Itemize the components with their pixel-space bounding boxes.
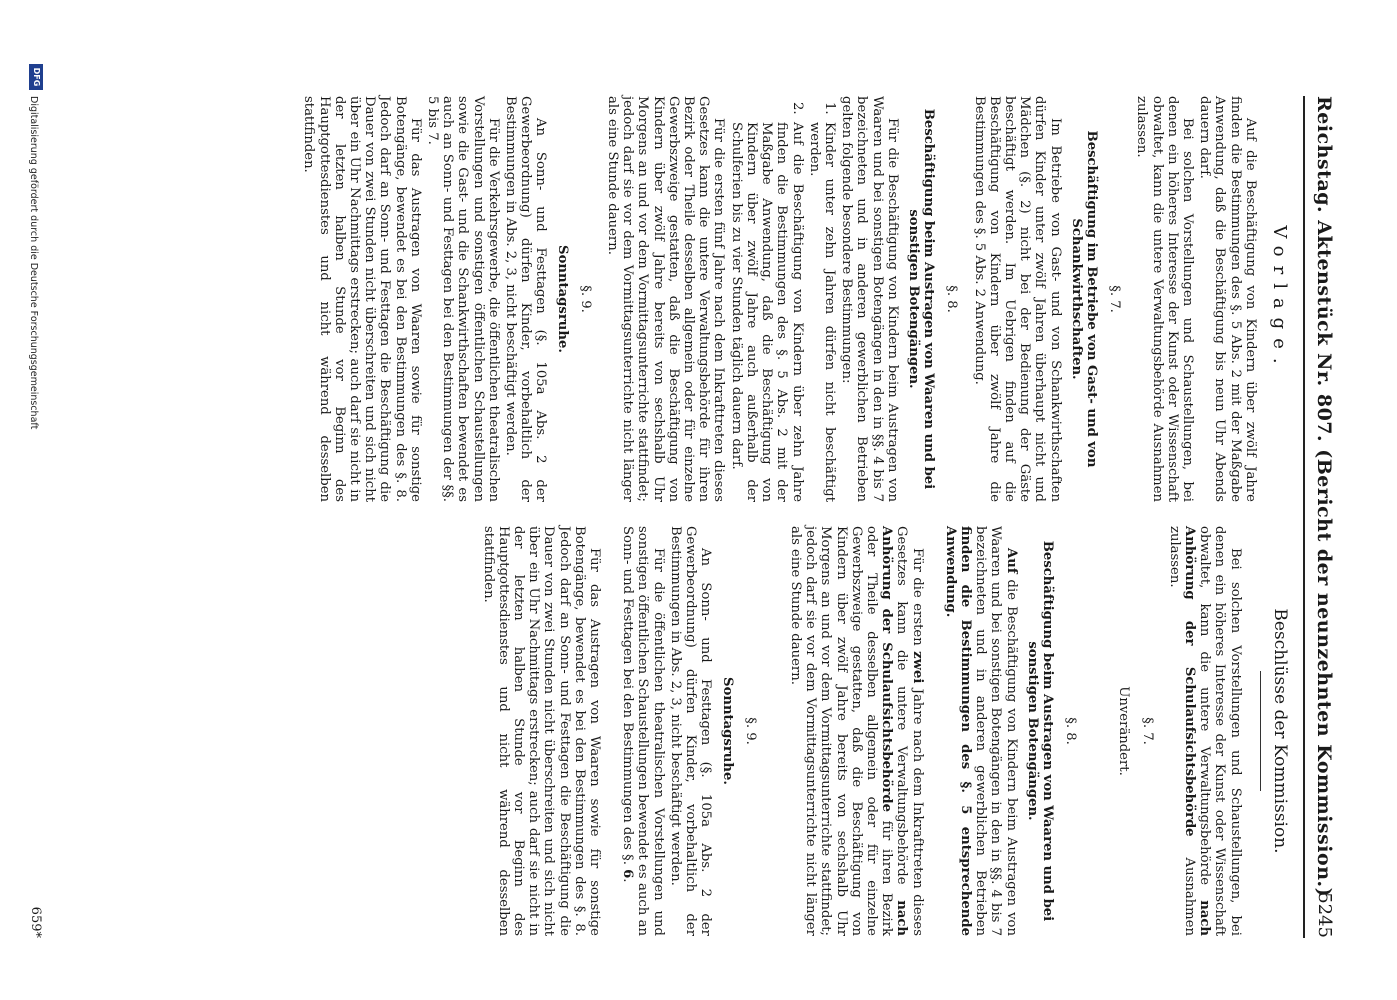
paragraph: Für die ersten fünf Jahre nach dem Inkrafttreten dieses Gesetzes kann die untere Verwaltungsbehörde für ihren Bezirk oder Theile desselben allgemein oder für einzelne Gewerbszweige gestatten, daß die Beschäftigung von Kindern über zwölf Jahre bereits von sechshalb Uhr Morgens an und vor dem Vormittagsunterrichte stattfindet; jedoch darf sie vor dem Vormittagsunterrichte nicht länger als eine Stunde dauern. <box>605 96 727 502</box>
column-vorlage <box>299 96 1293 502</box>
section-heading: Beschäftigung beim Austragen von Waaren und bei sonstigen Botengängen. <box>905 108 937 490</box>
text-run: Für die öffentlichen theatralischen Vorstellungen und sonstigen öffentlichen Schaustellungen bewendet es auch an Sonn- und Festtagen bei den Bestimmungen des §. <box>620 526 666 936</box>
text-run: Ausnahmen zulassen. <box>1166 526 1197 936</box>
spacer <box>602 526 618 936</box>
paragraph: Auf die Beschäftigung von Kindern über zwölf Jahre finden die Bestimmungen des §. 5 Abs. 2 mit der Maßgabe Anwendung, daß die Beschäftigung bis neun Uhr Abends dauern darf. <box>1197 96 1258 502</box>
paragraph <box>943 526 1019 936</box>
section-number: §. 9. <box>742 717 758 745</box>
numbered-list <box>729 96 837 502</box>
column-beschluesse <box>478 526 1293 936</box>
section-number: §. 8. <box>1063 717 1079 745</box>
paragraph <box>788 526 925 936</box>
paragraph: Bei solchen Vorstellungen und Schaustellungen, bei denen ein höheres Interesse der Kunst oder Wissenschaft obwaltet, kann die untere Verwaltungsbehörde Ausnahmen zulassen. <box>1134 96 1195 502</box>
list-number: 2. <box>789 102 805 115</box>
spacer <box>925 526 941 936</box>
text-run: Für die ersten <box>909 548 925 652</box>
page-footer <box>21 67 45 938</box>
page-number: 5245 <box>1314 892 1335 938</box>
text-run: für ihren Bezirk oder Theile desselben allgemein oder für einzelne Gewerbszweige gestatten, daß die Beschäftigung von Kindern über zwölf Jahre bereits von sechshalb Uhr Morgens an und vor dem Vormittagsunterrichte stattfindet; jedoch darf sie vor dem Vormittagsunterrichte nicht länger als eine Stunde dauern. <box>787 526 895 936</box>
paragraph <box>620 526 666 936</box>
text-run: Jahre nach dem Inkrafttreten dieses Gesetzes kann die untere Verwaltungsbehörde <box>894 526 925 937</box>
bold-run: nach Anhörung der Schulaufsichtsbehörde <box>879 526 910 936</box>
page-header <box>1299 96 1339 938</box>
header-title: Reichstag. Aktenstück Nr. 807. (Bericht der neunzehnten Kommission.) <box>1313 96 1335 898</box>
bold-run: zwei <box>909 651 925 684</box>
bold-run: finden die Bestimmungen des §. 5 entsprechende Anwendung. <box>942 526 973 936</box>
title-underline <box>1260 671 1263 791</box>
paragraph <box>1167 526 1243 936</box>
bold-run: nach Anhörung der Schulaufsichtsbehörde <box>1181 526 1213 936</box>
bold-run: Auf <box>1003 548 1019 574</box>
text-run: . <box>620 878 636 883</box>
section-heading: Sonntagsruhe. <box>554 245 570 353</box>
section-number: §. 7. <box>1107 285 1123 313</box>
paragraph: Für das Austragen von Waaren sowie für sonstige Botengänge, bewendet es bei den Bestimmungen des §. 8. Jedoch darf an Sonn- und Festtagen die Beschäftigung die Dauer von zwei Stunden nicht überschreiten und sich nicht über ein Uhr Nachmittags erstrecken; auch darf sie nicht in der letzten halben Stunde vor Beginn des Hauptgottesdienstes und nicht während desselben stattfinden. <box>480 526 603 936</box>
text-run: Bei solchen Vorstellungen und Schaustellungen, bei denen ein höheres Interesse der Kunst oder Wissenschaft obwaltet, kann die untere Verwaltungsbehörde <box>1197 526 1243 936</box>
paragraph: Im Betriebe von Gast- und von Schankwirthschaften dürfen Kinder unter zwölf Jahren überhaupt nicht und Mädchen (§. 2) nicht bei der Bedienung der Gäste beschäftigt werden. Im Uebrigen finden auf die Beschäftigung von Kindern über zwölf Jahre die Bestimmungen des §. 5 Abs. 2 Anwendung. <box>971 96 1063 502</box>
list-number: 1. <box>821 102 837 115</box>
dfg-logo: DFG <box>29 64 43 90</box>
spacer <box>770 526 786 936</box>
paragraph: An Sonn- und Festtagen (§. 105a Abs. 2 der Gewerbeordnung) dürfen Kinder, vorbehaltlich der Bestimmungen in Abs. 2, 3, nicht beschäftigt werden. <box>503 96 549 502</box>
section-number: §. 7. <box>1139 717 1155 745</box>
section-heading: Beschäftigung beim Austragen von Waaren und bei sonstigen Botengängen. <box>1024 540 1055 922</box>
text-run: die Beschäftigung von Kindern beim Austragen von Waaren und bei sonstigen Botengängen in den in §§. 4 bis 7 bezeichneten und in anderen gewerblichen Betrieben <box>973 526 1019 936</box>
list-text: Auf die Beschäftigung von Kindern über zehn Jahre finden die Bestimmungen des §. 5 Abs. 2 mit der Maßgabe Anwendung, daß die Beschäftigung von Kindern über zwölf Jahre auch außerhalb der Schulferien bis zu vier Stunden täglich dauern darf. <box>728 122 805 502</box>
signature-mark: 659* <box>28 906 43 938</box>
list-item <box>729 96 805 502</box>
spacer <box>1090 526 1106 936</box>
digitization-credit: Digitalisierung gefördert durch die Deutsche Forschungsgemeinschaft <box>28 96 39 430</box>
header-rule <box>1303 96 1305 938</box>
section-heading: Beschäftigung im Betriebe von Gast- und von Schankwirthschaften. <box>1068 130 1099 468</box>
column-title-text: Beschlüsse der Kommission. <box>1270 608 1290 854</box>
list-text: Kinder unter zehn Jahren dürfen nicht beschäftigt werden. <box>806 122 837 502</box>
section-number: §. 9. <box>577 285 593 313</box>
paragraph: Für das Austragen von Waaren sowie für sonstige Botengänge, bewendet es bei den Bestimmungen des §. 8. Jedoch darf an Sonn- und Festtagen die Beschäftigung die Dauer von zwei Stunden nicht überschreiten und sich nicht über ein Uhr Nachmittags erstrecken; auch darf sie nicht in der letzten halben Stunde vor Beginn des Hauptgottesdienstes und nicht während desselben stattfinden. <box>301 96 423 502</box>
paragraph: Für die Verkehrsgewerbe, die öffentlichen theatralischen Vorstellungen und sonstigen öffentlichen Schaustellungen sowie die Gast- und die Schankwirthschaften bewendet es auch an Sonn- und Festtagen bei den Bestimmungen der §§. 5 bis 7. <box>425 96 501 502</box>
column-title-beschluesse <box>1257 526 1290 936</box>
section-heading: Sonntagsruhe. <box>719 677 735 785</box>
bold-run: 6 <box>620 869 636 879</box>
unchanged-note: Unverändert. <box>1116 686 1132 776</box>
list-item <box>807 96 837 502</box>
paragraph: An Sonn- und Festtagen (§. 105a Abs. 2 der Gewerbeordnung) dürfen Kinder, vorbehaltlich der Bestimmungen in Abs. 2, 3, nicht beschäftigt werden. <box>667 526 714 936</box>
section-number: §. 8. <box>944 285 960 313</box>
paragraph: Für die Beschäftigung von Kindern beim Austragen von Waaren und bei sonstigen Botengängen in den in §§. 4 bis 7 bezeichneten und in anderen gewerblichen Betrieben gelten folgende besondere Bestimmungen: <box>839 96 900 502</box>
column-title-vorlage: Vorlage. <box>1269 225 1290 373</box>
